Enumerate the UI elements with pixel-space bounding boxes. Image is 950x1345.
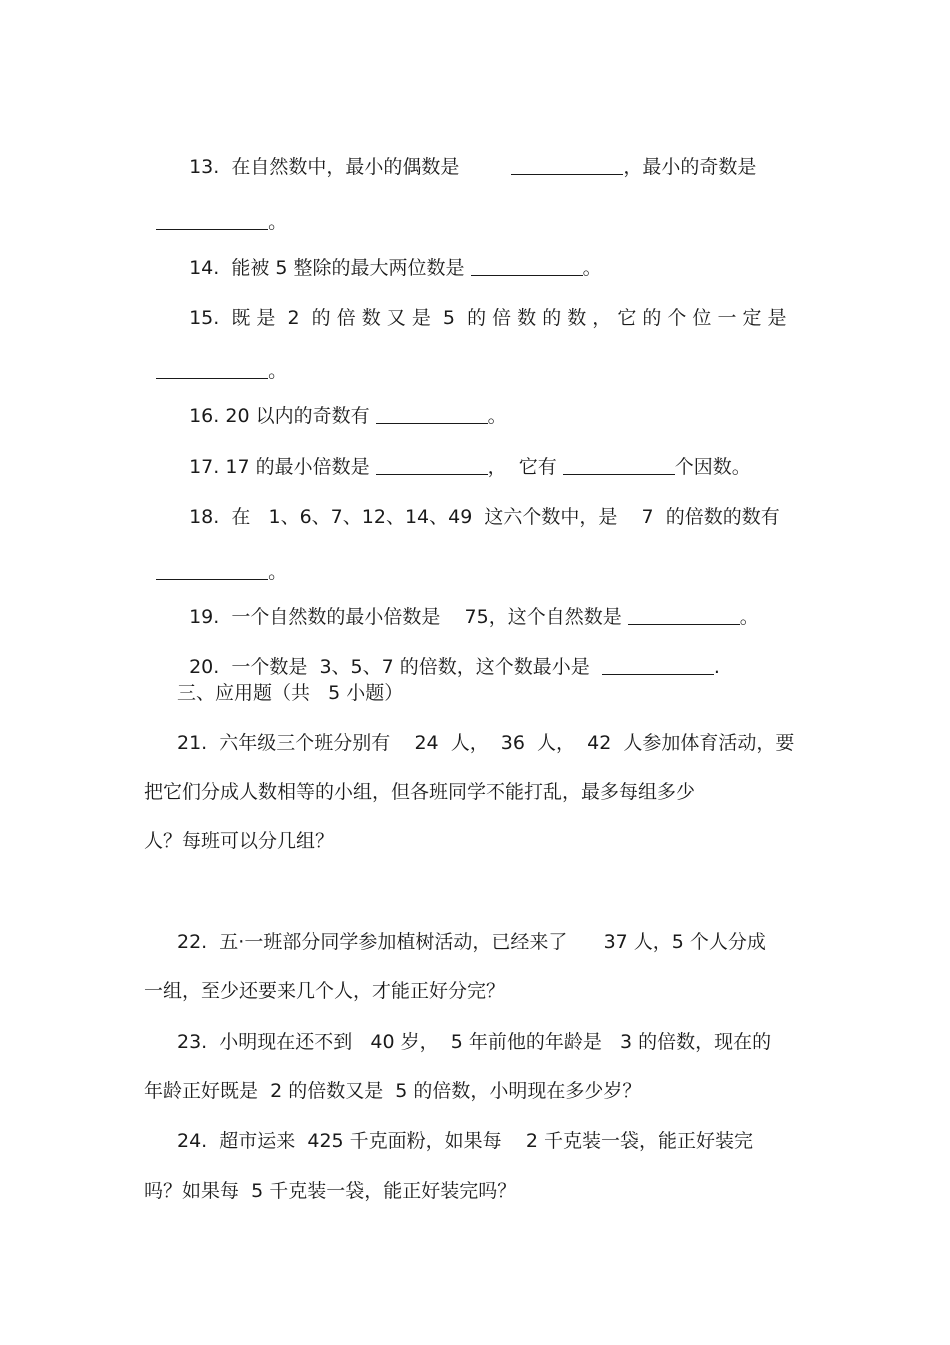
q16-text-a: 16. 20 以内的奇数有	[189, 405, 370, 427]
question-20	[177, 631, 720, 679]
question-19	[177, 581, 759, 629]
q17-text-c: 个因数。	[674, 456, 751, 478]
question-18-line2	[144, 536, 287, 584]
question-13-line2	[144, 186, 287, 234]
q20-blank[interactable]	[602, 656, 714, 675]
question-15-line1	[177, 282, 787, 330]
q15-blank[interactable]	[156, 360, 268, 379]
question-24-line2: 吗？如果每 5 千克装一袋，能正好装完吗？	[144, 1180, 517, 1202]
question-15-line2	[144, 335, 287, 383]
q13-blank-2[interactable]	[156, 211, 268, 230]
q16-text-b: 。	[487, 405, 507, 427]
q19-text-a: 19. 一个自然数的最小倍数是 75，这个自然数是	[189, 606, 622, 628]
q17-blank-1[interactable]	[376, 456, 488, 475]
question-23-line2: 年龄正好既是 2 的倍数又是 5 的倍数，小明现在多少岁？	[144, 1080, 642, 1102]
q16-blank[interactable]	[376, 405, 488, 424]
q18-text-a: 18. 在 1、6、7、12、14、49 这六个数中，是 7 的倍数的数有	[189, 506, 780, 528]
question-22-line2: 一组，至少还要来几个人，才能正好分完？	[144, 980, 506, 1002]
q19-blank[interactable]	[628, 606, 740, 625]
question-21-line3: 人？每班可以分几组？	[144, 830, 335, 852]
question-21-line1: 21. 六年级三个班分别有 24 人， 36 人， 42 人参加体育活动，要	[177, 732, 795, 754]
q20-text-b: .	[713, 656, 720, 678]
question-22-line1: 22. 五·一班部分同学参加植树活动，已经来了 37 人，5 个人分成	[177, 931, 766, 953]
question-23-line1: 23. 小明现在还不到 40 岁， 5 年前他的年龄是 3 的倍数，现在的	[177, 1031, 772, 1053]
q13-text-a: 13. 在自然数中，最小的偶数是	[189, 156, 460, 178]
question-18-line1	[177, 481, 780, 529]
q14-blank[interactable]	[471, 257, 583, 276]
question-13-line1	[177, 131, 756, 179]
q17-text-a: 17. 17 的最小倍数是	[189, 456, 370, 478]
section-3-heading: 三、应用题（共 5 小题）	[177, 682, 404, 704]
question-17	[177, 431, 751, 479]
q13-blank-1[interactable]	[511, 156, 623, 175]
q13-text-c: 。	[268, 211, 288, 233]
question-24-line1: 24. 超市运来 425 千克面粉，如果每 2 千克装一袋，能正好装完	[177, 1130, 753, 1152]
q17-text-b: ， 它有	[487, 456, 557, 478]
q14-text-b: 。	[582, 257, 602, 279]
question-16	[177, 380, 507, 428]
q18-blank[interactable]	[156, 561, 268, 580]
question-14	[177, 232, 602, 280]
q13-text-b: ，最小的奇数是	[623, 156, 757, 178]
q20-text-a: 20. 一个数是 3、5、7 的倍数，这个数最小是	[189, 656, 590, 678]
question-21-line2: 把它们分成人数相等的小组，但各班同学不能打乱，最多每组多少	[144, 781, 696, 803]
q18-text-b: 。	[268, 561, 288, 583]
q14-text-a: 14. 能被 5 整除的最大两位数是	[189, 257, 465, 279]
q15-text-b: 。	[268, 360, 288, 382]
q15-text-a: 15. 既 是 2 的 倍 数 又 是 5 的 倍 数 的 数 ， 它 的 个 位 一 定 是	[189, 307, 787, 329]
q17-blank-2[interactable]	[563, 456, 675, 475]
q19-text-b: 。	[739, 606, 759, 628]
